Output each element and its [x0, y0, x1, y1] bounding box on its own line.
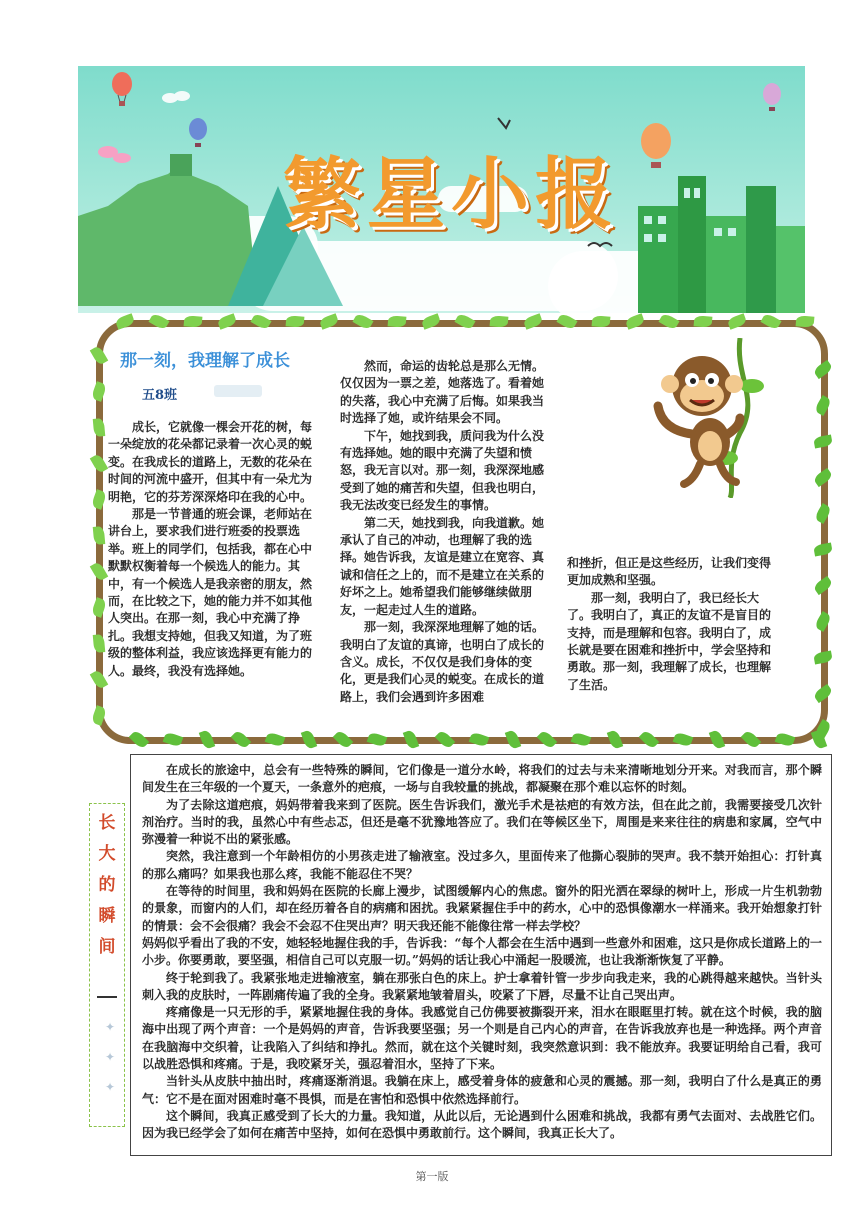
paragraph: 成长，它就像一棵会开花的树，每一朵绽放的花朵都记录着一次心灵的蜕变。在我成长的道路上，无数的花朵在时间的河流中盛开，但其中有一朵尤为明艳，它的芬芳深深烙印在我的心中。	[108, 420, 313, 504]
hot-air-balloon-icon	[763, 83, 781, 111]
page-number: 第一版	[415, 1170, 449, 1183]
hot-air-balloon-icon	[189, 118, 207, 147]
paragraph: 为了去除这道疤痕，妈妈带着我来到了医院。医生告诉我们，激光手术是祛疤的有效方法，但在此之前，我需要接受几次针剂治疗。当时的我，虽然心中有些忐忑，但还是毫不犹豫地答应了。我们在等候区坐下，周围是来来往往的病患和家属，空气中弥漫着一种说不出的紧张感。	[142, 797, 822, 847]
masthead-banner	[78, 66, 805, 313]
paragraph: 突然，我注意到一个年龄相仿的小男孩走进了输液室。没过多久，里面传来了他撕心裂肺的哭声。我不禁开始担心：打针真的那么痛吗？如果我也那么疼，我能不能忍住不哭？	[142, 849, 822, 881]
side-title-char: 的	[98, 875, 116, 895]
paragraph: 妈妈似乎看出了我的不安，她轻轻地握住我的手，告诉我：“每个人都会在生活中遇到一些意外和困难，这只是你成长道路上的一小步。你要勇敢，要坚强，相信自己可以克服一切。”妈妈的话让我心中涌起一股暖流，也让我渐渐恢复了平静。	[142, 935, 822, 968]
paragraph: 下午，她找到我，质问我为什么没有选择她。她的眼中充满了失望和愤怒，我无言以对。那一刻，我深深地感受到了她的痛苦和失望，但我也明白，我无法改变已经发生的事情。	[340, 428, 545, 513]
side-title-char: 大	[98, 844, 116, 864]
paragraph: 疼痛像是一只无形的手，紧紧地握住我的身体。我感觉自己仿佛要被撕裂开来，泪水在眼眶里打转。就在这个时候，我的脑海中出现了两个声音：一个是妈妈的声音，告诉我要坚强；另一个则是自己内心的声音，在告诉我放弃也是一种选择。两个声音在我脑海中交织着，让我陷入了纠结和挣扎。然而，就在这个关键时刻，我突然意识到：我不能放弃。我要证明给自己看，我可以战胜恐惧和疼痛。于是，我咬紧牙关，强忍着泪水，坚持了下来。	[142, 1005, 822, 1072]
hot-air-balloon-icon	[112, 72, 132, 106]
paragraph: 这个瞬间，我真正感受到了长大的力量。我知道，从此以后，无论遇到什么困难和挑战，我都有勇气去面对、去战胜它们。因为我已经学会了如何在痛苦中坚持，如何在恐惧中勇敢前行。这个瞬间，我真正长大了。	[142, 1108, 822, 1141]
paragraph: 然而，命运的齿轮总是那么无情。仅仅因为一票之差，她落选了。看着她的失落，我心中充满了后悔。如果我当时选择了她，或许结果会不同。	[340, 359, 545, 426]
paragraph: 终于轮到我了。我紧张地走进输液室，躺在那张白色的床上。护士拿着针管一步步向我走来，我的心跳得越来越快。当针头刺入我的皮肤时，一阵剧痛传遍了我的全身。我紧紧地皱着眉头，咬紧了下唇，尽量不让自己哭出声。	[142, 970, 822, 1002]
paragraph: 那是一节普通的班会课，老师站在讲台上，要求我们进行班委的投票选举。班上的同学们，包括我，都在心中默默权衡着每一个候选人的能力。其中，有一个候选人是我亲密的朋友，然而，在比较之下，她的能力并不如其他人突出。在那一刻，我心中充满了挣扎。我想支持她，但我又知道，为了班级的整体利益，我应该选择更有能力的人。最终，我没有选择她。	[108, 507, 313, 678]
sparkle-icon: ✦	[105, 1020, 116, 1034]
paragraph: 在等待的时间里，我和妈妈在医院的长廊上漫步，试图缓解内心的焦虑。窗外的阳光洒在翠绿的树叶上，形成一片生机勃勃的景象，而窗内的人们，却在经历着各自的病痛和困扰。我紧紧握住手中的药水，心中的恐惧像潮水一样涌来。我开始想象打针的情景：会不会很痛？我会不会忍不住哭出声？明天我还能不能像往常一样去学校？	[142, 884, 822, 933]
butterfly-icon	[98, 146, 131, 163]
butterfly-icon	[162, 91, 190, 103]
side-title-char: 间	[98, 937, 116, 957]
article-column-1	[108, 419, 316, 680]
paragraph: 第二天，她找到我，向我道歉。她承认了自己的冲动，也理解了我的选择。她告诉我，友谊是建立在宽容、真诚和信任之上的，而不是建立在关系的好坏之上。她希望我们能够继续做朋友，一起走过人生的道路。	[340, 515, 545, 617]
side-title-char: 长	[98, 813, 116, 833]
article-column-3	[567, 555, 777, 694]
hot-air-balloon-icon	[641, 123, 671, 168]
article-body	[142, 762, 822, 1143]
article-title: 那一刻，我理解了成长	[120, 351, 290, 371]
paragraph: 在成长的旅途中，总会有一些特殊的瞬间，它们像是一道分水岭，将我们的过去与未来清晰地划分开来。对我而言，那个瞬间发生在三年级的一个夏天，一条意外的疤痕，一场与自我较量的挑战，都凝聚在那个难以忘怀的时刻。	[142, 763, 822, 795]
sparkle-icon: ✦	[105, 1080, 116, 1094]
paragraph: 那一刻，我深深地理解了她的话。我明白了友谊的真谛，也明白了成长的含义。成长，不仅仅是我们身体的变化，更是我们心灵的蜕变。在成长的道路上，我们会遇到许多困难	[340, 620, 545, 704]
side-title-char: 瞬	[98, 906, 116, 926]
side-divider	[97, 996, 117, 998]
great-wall-icon	[78, 166, 258, 306]
redacted-name	[214, 385, 262, 397]
article-column-2	[340, 358, 554, 706]
newspaper-title: 繁星小报	[283, 150, 620, 240]
side-title	[97, 808, 117, 963]
class-label: 五8班	[142, 388, 178, 403]
paragraph: 那一刻，我明白了，我已经长大了。我明白了，真正的友谊不是盲目的支持，而是理解和包容。我明白了，成长就是要在困难和挫折中，学会坚持和勇敢。那一刻，我理解了成长，也理解了生活。	[567, 590, 772, 692]
paragraph: 和挫折，但正是这些经历，让我们变得更加成熟和坚强。	[567, 556, 772, 588]
sparkle-icon: ✦	[105, 1050, 116, 1064]
monkey-illustration	[640, 338, 800, 498]
paragraph: 当针头从皮肤中抽出时，疼痛逐渐消退。我躺在床上，感受着身体的疲惫和心灵的震撼。那一刻，我明白了什么是真正的勇气：它不是在面对困难时毫不畏惧，而是在害怕和恐惧中依然选择前行。	[142, 1074, 822, 1106]
